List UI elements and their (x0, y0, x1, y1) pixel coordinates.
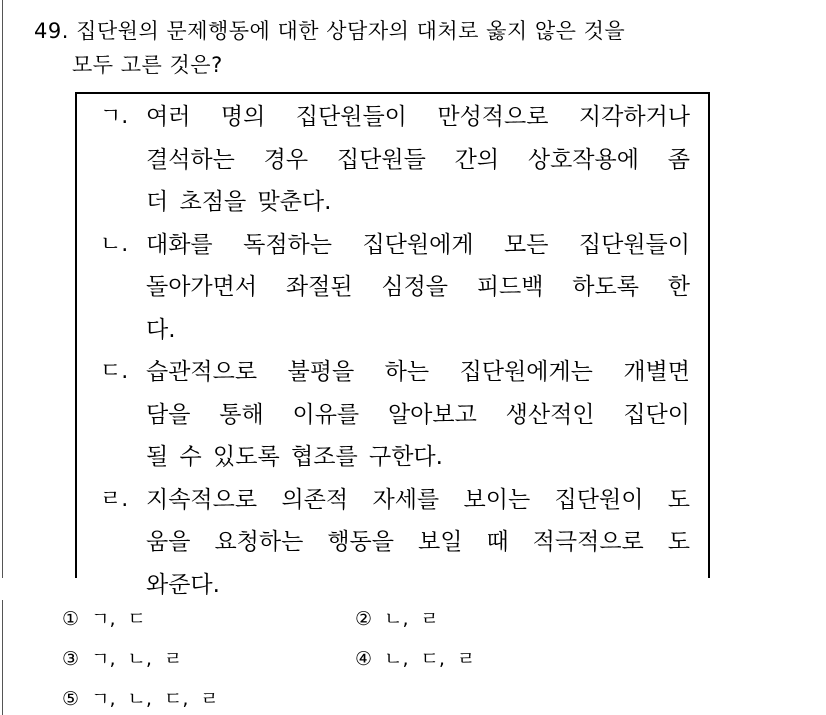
page-border-top (2, 0, 3, 578)
statement-item (100, 224, 690, 352)
choice-number: ④ (355, 648, 373, 670)
statement-item (100, 479, 690, 607)
item-line: 다. (146, 316, 176, 343)
item-line: 더 초점을 맞춘다. (146, 189, 332, 215)
item-marker: ㄷ. (100, 359, 129, 384)
choice-2[interactable] (355, 604, 439, 631)
item-line: 지속적으로 의존적 자세를 보이는 집단원이 도 (146, 486, 690, 513)
statement-list (100, 96, 690, 606)
item-line: 담을 통해 이유를 알아보고 생산적인 집단이 (146, 401, 690, 428)
choice-text: ㄴ, ㄹ (384, 608, 439, 630)
page-border-bottom (2, 600, 3, 715)
choice-5[interactable] (62, 684, 219, 711)
item-line: 여러 명의 집단원들이 만성적으로 지각하거나 (146, 104, 690, 130)
question-text-line1: 집단원의 문제행동에 대한 상담자의 대처로 옳지 않은 것을 (76, 19, 626, 43)
choice-number: ⑤ (62, 688, 80, 710)
question-text-line2: 모두 고른 것은? (72, 53, 223, 77)
statement-item (100, 96, 690, 224)
choice-4[interactable] (355, 644, 475, 671)
choice-3[interactable] (62, 644, 182, 671)
choice-text: ㄱ, ㄴ, ㄷ, ㄹ (91, 688, 219, 710)
choice-number: ① (62, 608, 80, 630)
item-line: 결석하는 경우 집단원들 간의 상호작용에 좀 (146, 146, 690, 173)
choice-number: ③ (62, 648, 80, 670)
choice-text: ㄱ, ㄷ (91, 608, 146, 630)
item-line: 습관적으로 불평을 하는 집단원에게는 개별면 (146, 359, 690, 385)
question-number: 49. (34, 19, 69, 43)
item-line: 될 수 있도록 협조를 구한다. (146, 444, 443, 470)
choice-1[interactable] (62, 604, 146, 631)
choice-text: ㄴ, ㄷ, ㄹ (384, 648, 476, 670)
item-line: 대화를 독점하는 집단원에게 모든 집단원들이 (146, 231, 690, 258)
item-marker: ㄱ. (100, 104, 129, 129)
item-line: 와준다. (146, 571, 220, 598)
question-stem (34, 14, 625, 82)
item-line: 움을 요청하는 행동을 보일 때 적극적으로 도 (146, 529, 690, 555)
item-marker: ㄹ. (100, 486, 129, 512)
choice-text: ㄱ, ㄴ, ㄹ (91, 648, 183, 670)
item-line: 돌아가면서 좌절된 심정을 피드백 하도록 한 (146, 274, 690, 300)
item-marker: ㄴ. (100, 231, 129, 257)
statement-item (100, 351, 690, 479)
choice-number: ② (355, 608, 373, 630)
